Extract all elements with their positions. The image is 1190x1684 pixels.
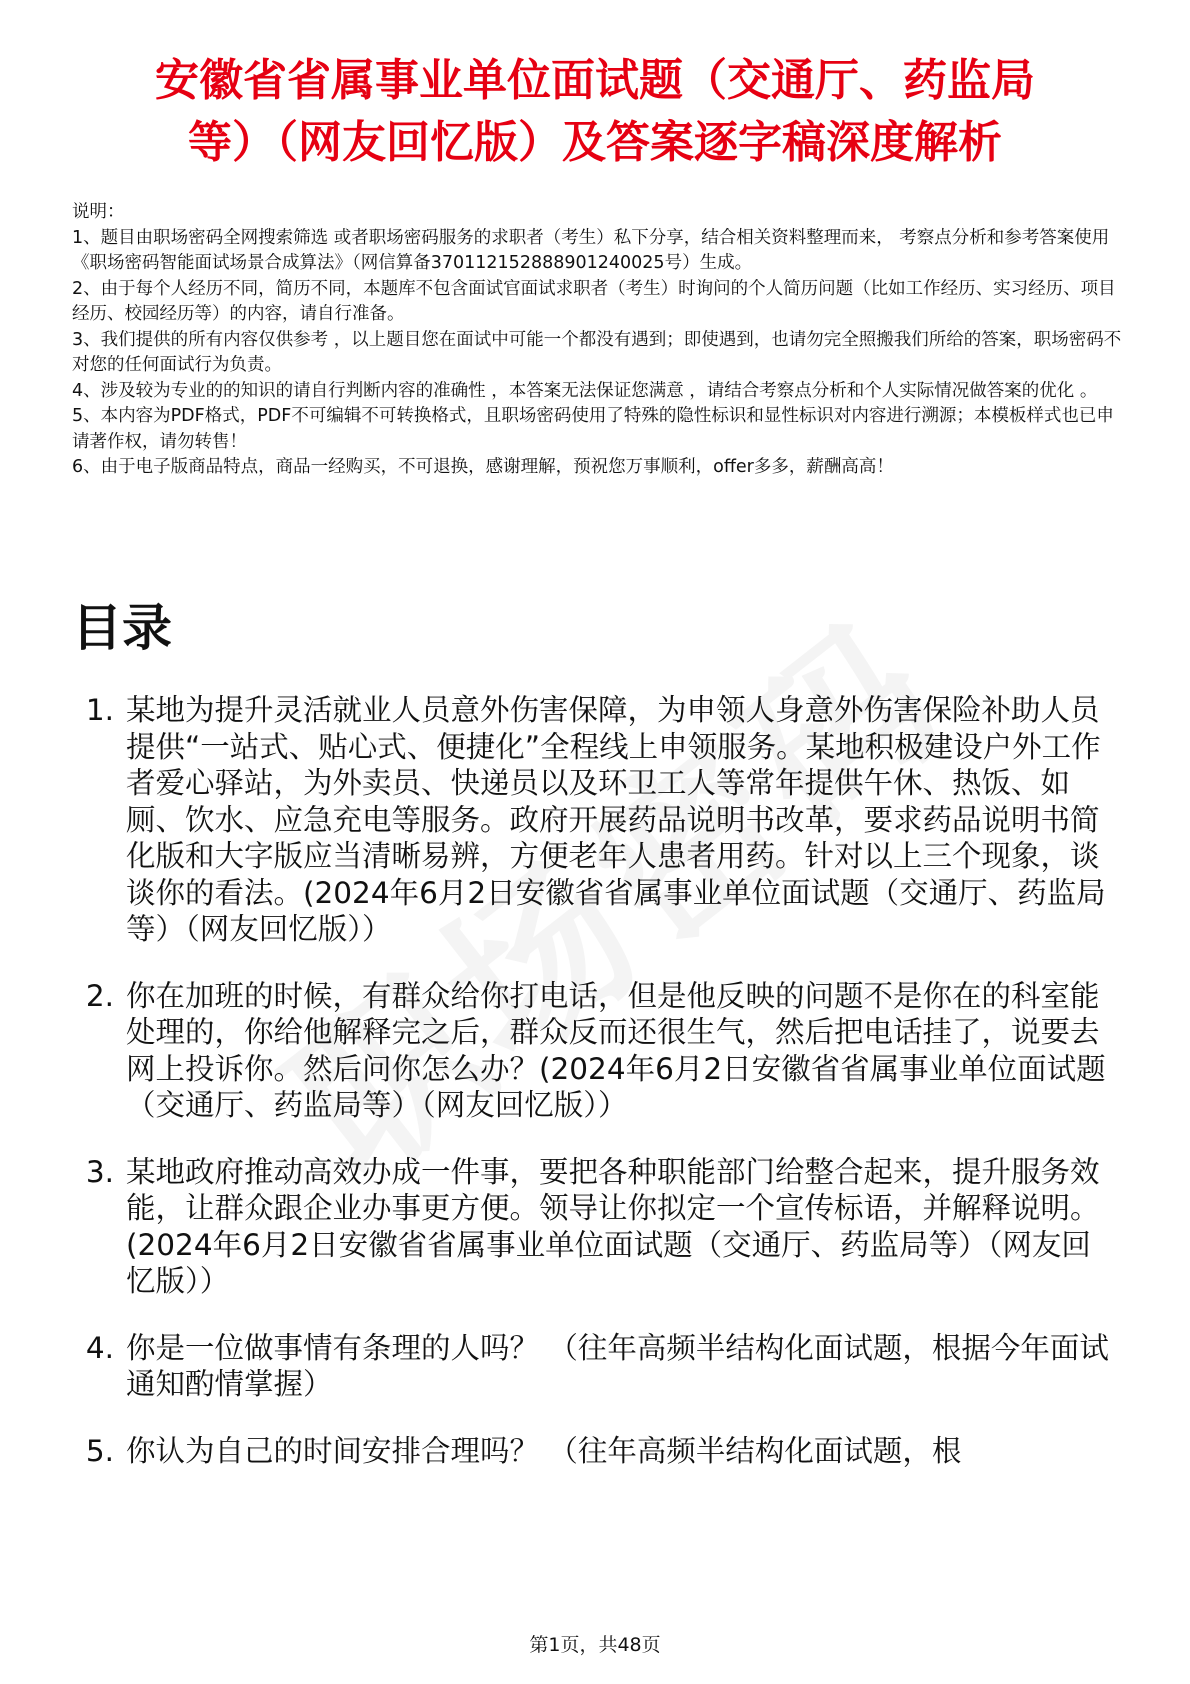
table-of-contents [72,692,1117,1499]
toc-item[interactable] [72,1154,1117,1300]
toc-item-text: 某地政府推动高效办成一件事，要把各种职能部门给整合起来，提升服务效能，让群众跟企业办事更方便。领导让你拟定一个宣传标语，并解释说明。(2024年6月2日安徽省省属事业单位面试题（交通厅、药监局等）（网友回忆版）） [126,1154,1100,1298]
toc-item-number: 4. [85,1330,114,1365]
toc-item-text: 你是一位做事情有条理的人吗？ （往年高频半结构化面试题，根据今年面试通知酌情掌握） [126,1330,1109,1401]
toc-item[interactable] [72,978,1117,1124]
toc-item-text: 某地为提升灵活就业人员意外伤害保障，为申领人身意外伤害保险补助人员提供“一站式、贴心式、便捷化”全程线上申领服务。某地积极建设户外工作者爱心驿站，为外卖员、快递员以及环卫工人等常年提供午休、热饭、如厕、饮水、应急充电等服务。政府开展药品说明书改革，要求药品说明书简化版和大字版应当清晰易辨，方便老年人患者用药。针对以上三个现象，谈谈你的看法。(2024年6月2日安徽省省属事业单位面试题（交通厅、药监局等）（网友回忆版）） [126,693,1106,946]
notes-section [72,200,1122,481]
note-item: 6、由于电子版商品特点，商品一经购买，不可退换，感谢理解，预祝您万事顺利，offer多多，薪酬高高！ [72,457,894,477]
note-item: 1、题目由职场密码全网搜索筛选 或者职场密码服务的求职者（考生）私下分享，结合相关资料整理而来， 考察点分析和参考答案使用《职场密码智能面试场景合成算法》（网信算备370112152888901240025号）生成。 [72,227,1110,273]
note-item: 2、由于每个人经历不同，简历不同，本题库不包含面试官面试求职者（考生）时询问的个人简历问题（比如工作经历、实习经历、项目经历、校园经历等）的内容，请自行准备。 [72,278,1116,324]
title-line-2: 等）（网友回忆版）及答案逐字稿深度解析 [188,117,1002,168]
toc-item[interactable] [72,1433,1117,1470]
toc-item-number: 1. [85,693,114,727]
notes-heading: 说明： [72,202,125,222]
toc-item[interactable] [72,1330,1117,1403]
toc-item-number: 5. [85,1433,114,1468]
title-line-1: 安徽省省属事业单位面试题（交通厅、药监局 [155,55,1035,106]
toc-heading: 目录 [72,599,172,657]
note-item: 5、本内容为PDF格式，PDF不可编辑不可转换格式，且职场密码使用了特殊的隐性标识和显性标识对内容进行溯源；本模板样式也已申请著作权，请勿转售！ [72,406,1114,452]
toc-item-text: 你在加班的时候，有群众给你打电话，但是他反映的问题不是你在的科室能处理的，你给他解释完之后，群众反而还很生气，然后把电话挂了，说要去网上投诉你。然后问你怎么办？(2024年6月2日安徽省省属事业单位面试题（交通厅、药监局等）（网友回忆版）） [126,978,1106,1122]
toc-item[interactable] [72,692,1117,948]
note-item: 3、我们提供的所有内容仅供参考 ，以上题目您在面试中可能一个都没有遇到；即使遇到，也请勿完全照搬我们所给的答案，职场密码不对您的任何面试行为负责。 [72,329,1122,375]
toc-item-number: 3. [85,1154,114,1189]
toc-item-text: 你认为自己的时间安排合理吗？ （往年高频半结构化面试题，根 [126,1433,962,1468]
document-title [60,50,1130,174]
note-item: 4、涉及较为专业的的知识的请自行判断内容的准确性 ，本答案无法保证您满意 ，请结合考察点分析和个人实际情况做答案的优化 。 [72,380,1098,401]
page-footer: 第1页，共48页 [529,1634,661,1656]
toc-item-number: 2. [85,978,114,1013]
